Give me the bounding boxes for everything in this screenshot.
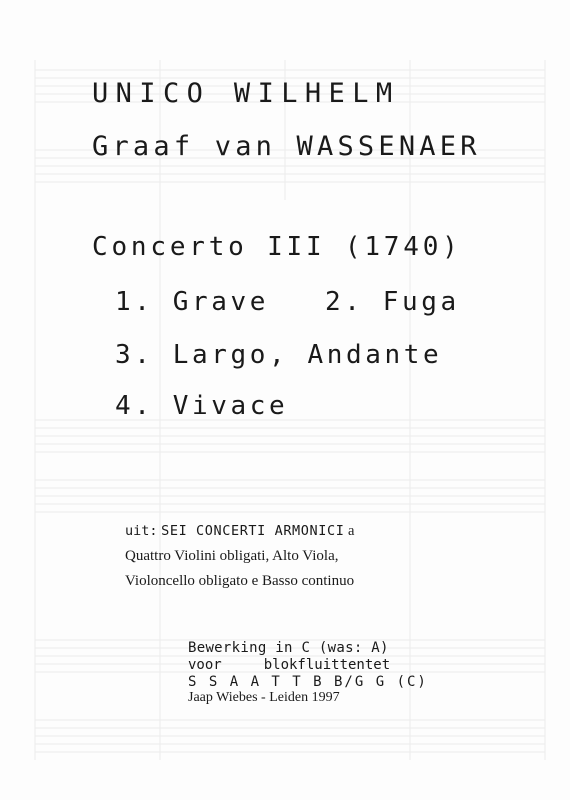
movement-4: 4. Vivace [115, 391, 289, 421]
source-conj: a [348, 523, 355, 539]
arrangement-key: Bewerking in C (was: A) [188, 640, 389, 656]
arrangement-voices: S S A A T T B B/G G (C) [188, 674, 428, 690]
movement-3: 3. Largo, Andante [115, 340, 443, 370]
work-title: Concerto III (1740) [92, 232, 462, 262]
source-line-2: Quattro Violini obligati, Alto Viola, [125, 548, 339, 564]
source-line-1 [125, 523, 354, 540]
composer-name: UNICO WILHELM [92, 78, 400, 109]
arrangement-ensemble [188, 657, 390, 673]
source-prefix: uit: [125, 523, 158, 539]
source-line-3: Violoncello obligato e Basso continuo [125, 573, 355, 589]
arrangement-credit: Jaap Wiebes - Leiden 1997 [188, 690, 340, 705]
arrangement-ensemble-name: blokfluittentet [263, 657, 391, 673]
arrangement-voor: voor [188, 657, 222, 673]
movement-1: 1. Grave [115, 287, 270, 317]
composer-title: Graaf van WASSENAER [92, 131, 481, 162]
source-collection: SEI CONCERTI ARMONICI [161, 523, 345, 539]
movement-2: 2. Fuga [325, 287, 460, 317]
